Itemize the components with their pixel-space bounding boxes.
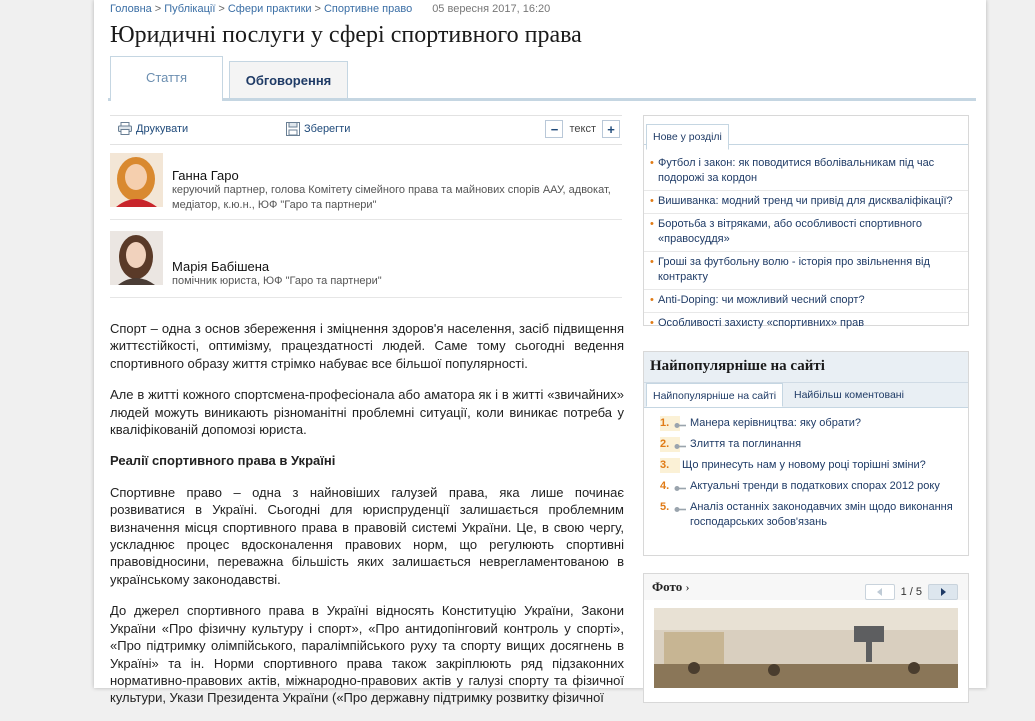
text-size-label: текст	[569, 123, 596, 135]
popular-item[interactable]	[644, 416, 968, 431]
save-label: Зберегти	[304, 122, 351, 135]
key-icon	[674, 503, 686, 510]
publish-date: 05 вересня 2017, 16:20	[432, 3, 551, 15]
tab-article[interactable]: Стаття	[110, 56, 223, 101]
breadcrumb-home[interactable]: Головна	[110, 3, 152, 15]
article-paragraph: До джерел спортивного права в Україні відносять Конституцію України, Закони України «Про фізичну культуру і спорт», «Про антидопінговий контроль у спорті», «Про підтримку олімпійського, паралімпійського руху та спорту вищих досягнень в Україні» та ін. Норми спортивного права також закріплюють ряд підзаконних нормативно-правових актів, міжнародно-правових актів у галузі спорту та фізичної культури, Укази Президента України («Про державну підтримку розвитку фізичної	[110, 603, 624, 706]
key-icon	[674, 440, 686, 447]
popular-title: Найпопулярніше на сайті	[644, 352, 968, 383]
popular-rank: 3.	[660, 458, 680, 473]
new-in-section-tabs	[644, 116, 968, 145]
article-paragraph: Спортивне право – одна з найновіших галузей права, яка лише починає розвиватися в Україні. Сьогодні для юриспруденції залишається проблемним визначення місця спортивного права в правовій системі України. Це, в свою чергу, ускладнює процес вдосконалення правових норм, що регулюють спортивні правовідносини, переважна більшість яких залишається неврегламентованою в українському законодавстві.	[110, 484, 624, 587]
popular-item[interactable]	[644, 437, 968, 452]
popular-item-label: Що принесуть нам у новому році торішні зміни?	[682, 459, 926, 471]
new-in-section-box	[643, 115, 969, 329]
page-title: Юридичні послуги у сфері спортивного права	[110, 22, 582, 48]
key-icon	[674, 419, 686, 426]
article-subheading: Реалії спортивного права в Україні	[110, 453, 336, 469]
tab-discussion[interactable]: Обговорення	[229, 61, 348, 98]
author-description: помічник юриста, ЮФ "Гаро та партнери"	[172, 275, 382, 287]
list-item[interactable]: • Anti-Doping: чи можливий чесний спорт?	[644, 290, 968, 313]
author-name[interactable]: Ганна Гаро	[172, 168, 239, 183]
popular-rank: 5.	[660, 501, 670, 513]
divider	[110, 219, 622, 220]
new-in-section-list	[644, 153, 968, 335]
article-toolbar	[110, 115, 622, 145]
key-icon	[674, 482, 686, 489]
photo-pager	[865, 579, 958, 605]
breadcrumb: Головна > Публікації > Сфери практики > Спортивне право 05 вересня 2017, 16:20	[110, 3, 551, 15]
save-button[interactable]	[286, 122, 350, 135]
floppy-disk-icon	[286, 122, 299, 135]
author-description: керуючий партнер, голова Комітету сімейного права та майнових спорів ААУ, адвокат, медіатор, к.ю.н., ЮФ "Гаро та партнери"	[172, 184, 611, 211]
popular-item-label: Актуальні тренди в податкових спорах 2012 року	[690, 480, 940, 492]
divider	[110, 297, 622, 298]
article-body	[110, 320, 624, 721]
popular-item-label: Аналіз останніх законодавчих змін щодо виконання господарських зобов'язань	[690, 501, 953, 528]
photo-counter: 1 / 5	[900, 586, 922, 598]
popular-rank: 2.	[660, 437, 680, 452]
popular-rank: 4.	[660, 480, 670, 492]
list-item[interactable]: • Гроші за футбольну волю - історія про звільнення від контракту	[644, 252, 968, 290]
breadcrumb-publications[interactable]: Публікації	[164, 3, 216, 15]
text-size-control	[545, 120, 620, 138]
popular-box	[643, 351, 969, 556]
arrow-right-icon	[940, 588, 946, 596]
popular-list	[644, 416, 968, 530]
list-item[interactable]: • Боротьба з вітряками, або особливості спортивного «правосуддя»	[644, 214, 968, 252]
photo-title[interactable]: Фото	[652, 579, 683, 594]
tab-new-in-section[interactable]: Нове у розділі	[646, 124, 729, 150]
article-paragraph: Але в житті кожного спортсмена-професіонала або аматора як і в житті «звичайних» людей можуть виникають різноманітні проблемні ситуації, коли виникає потреба у кваліфікованій допомозі юриста.	[110, 387, 624, 438]
author-card	[110, 153, 622, 213]
popular-item-label: Злиття та поглинання	[690, 438, 802, 450]
decrease-text-button[interactable]: −	[545, 120, 563, 138]
print-button[interactable]	[118, 122, 188, 135]
author-photo[interactable]	[110, 153, 163, 207]
breadcrumb-sports-law[interactable]: Спортивне право	[323, 3, 413, 15]
breadcrumb-practice-areas[interactable]: Сфери практики	[227, 3, 312, 15]
popular-item[interactable]	[644, 500, 968, 530]
tab-most-popular[interactable]: Найпопулярніше на сайті	[646, 383, 783, 407]
author-photo[interactable]	[110, 231, 163, 285]
photo-prev-button[interactable]	[865, 584, 895, 600]
print-label: Друкувати	[136, 122, 189, 135]
photo-box	[643, 573, 969, 703]
printer-icon	[118, 122, 131, 135]
arrow-left-icon	[877, 588, 883, 596]
popular-item[interactable]	[644, 458, 968, 473]
increase-text-button[interactable]: +	[602, 120, 620, 138]
author-card	[110, 231, 622, 291]
popular-item[interactable]	[644, 479, 968, 494]
tab-most-commented[interactable]: Найбільш коментовані	[794, 389, 904, 401]
list-item[interactable]: • Вишиванка: модний тренд чи привід для дискваліфікації?	[644, 191, 968, 214]
conference-photo	[654, 608, 958, 688]
list-item[interactable]: • Особливості захисту «спортивних» прав	[644, 313, 968, 335]
photo-next-button[interactable]	[928, 584, 958, 600]
popular-item-label: Манера керівництва: яку обрати?	[690, 417, 862, 429]
popular-rank: 1.	[660, 416, 680, 431]
list-item[interactable]: • Футбол і закон: як поводитися вболівальникам під час подорожі за кордон	[644, 153, 968, 191]
popular-tabs	[644, 383, 968, 408]
photo-slide[interactable]	[654, 608, 958, 688]
author-name[interactable]: Марія Бабішена	[172, 259, 270, 274]
page	[94, 0, 986, 706]
article-paragraph: Спорт – одна з основ збереження і зміцнення здоров'я населення, засіб підвищення життєстійкості, оптимізму, працездатності людей. Саме тому сьогодні ведення спортивного образу життя стрімко набуває все більшої популярності.	[110, 321, 624, 371]
chevron-right-icon: ›	[685, 580, 690, 594]
photo-header	[644, 574, 968, 600]
article-tabs	[108, 56, 976, 101]
